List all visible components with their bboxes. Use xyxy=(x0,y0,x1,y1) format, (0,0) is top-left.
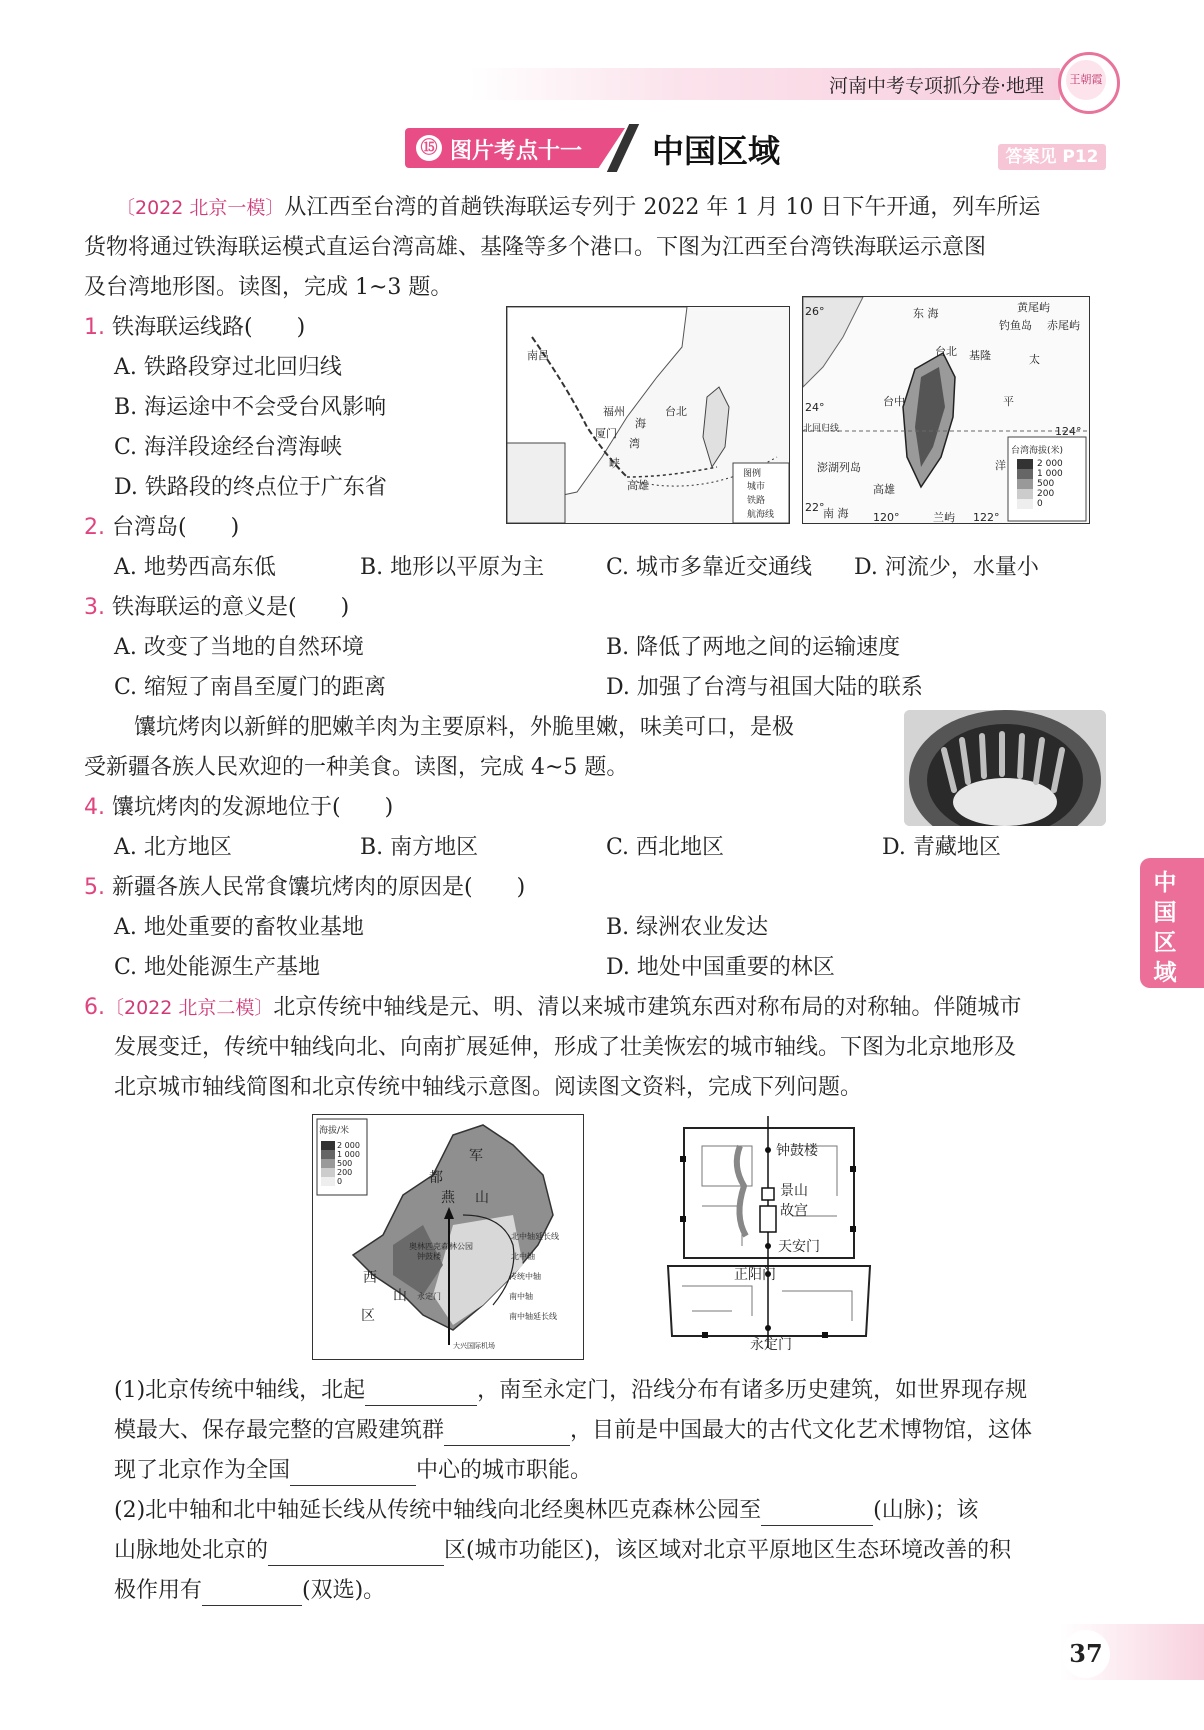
q3-option-c[interactable]: C. 缩短了南昌至厦门的距离 xyxy=(114,675,387,700)
q2-option-d[interactable]: D. 河流少，水量小 xyxy=(854,555,1039,580)
q4-stem: 4. 馕坑烤肉的发源地位于( ) xyxy=(84,795,394,820)
q1-option-a[interactable]: A. 铁路段穿过北回归线 xyxy=(114,355,342,380)
q1-option-b[interactable]: B. 海运途中不会受台风影响 xyxy=(114,395,387,420)
label-drum-tower: 钟鼓楼 xyxy=(776,1143,818,1159)
label-daxing-airport: 大兴国际机场 xyxy=(453,1342,495,1350)
q6-line3: 北京城市轴线简图和北京传统中轴线示意图。阅读图文资料，完成下列问题。 xyxy=(114,1075,863,1100)
label-taichung: 台中 xyxy=(883,395,905,408)
label-north-axis: 北中轴 xyxy=(511,1252,535,1261)
intro1-line2: 货物将通过铁海联运模式直运台湾高雄、基隆等多个港口。下图为江西至台湾铁海联运示意图 xyxy=(84,235,987,260)
label-keelung: 基隆 xyxy=(969,349,991,362)
label-penghu: 澎湖列岛 xyxy=(817,461,861,474)
q6-part1-line3: 现了北京作为全国 中心的城市职能。 xyxy=(114,1456,592,1486)
label-qu: 区 xyxy=(361,1308,375,1324)
terrain-legend-1000: 1 000 xyxy=(1037,469,1063,479)
bj-legend-1000: 1 000 xyxy=(337,1150,360,1159)
bj-legend-0: 0 xyxy=(337,1177,343,1186)
naan-pit-photo xyxy=(904,710,1106,826)
section-number: ⑮ xyxy=(416,135,442,161)
q3-option-d[interactable]: D. 加强了台湾与祖国大陆的联系 xyxy=(606,675,923,700)
label-xishan-shan: 山 xyxy=(393,1288,407,1304)
q6-part1-line1: (1)北京传统中轴线，北起 ，南至永定门，沿线分布有诸多历史建筑，如世界现存规 xyxy=(114,1376,1027,1406)
q1-stem: 1. 铁海联运线路( ) xyxy=(84,315,306,340)
q6-line2: 发展变迁，传统中轴线向北、向南扩展延伸，形成了壮美恢宏的城市轴线。下图为北京地形及 xyxy=(114,1035,1017,1060)
answer-blank-4[interactable] xyxy=(761,1501,873,1526)
label-south-axis-ext: 南中轴延长线 xyxy=(509,1312,557,1321)
q4-option-c[interactable]: C. 西北地区 xyxy=(606,835,725,860)
taiwan-terrain-map xyxy=(802,296,1090,524)
intro2-line1: 馕坑烤肉以新鲜的肥嫩羊肉为主要原料，外脆里嫩，味美可口，是极 xyxy=(134,715,795,740)
legend-city: 城市 xyxy=(747,482,766,492)
label-pacific-tai: 太 xyxy=(1029,353,1040,366)
label-south-sea: 南 海 xyxy=(823,507,849,520)
label-lanyu: 兰屿 xyxy=(933,511,955,524)
label-south-axis: 南中轴 xyxy=(509,1292,533,1301)
label-xiamen: 厦门 xyxy=(595,427,617,440)
label-olympic-park: 奥林匹克森林公园 xyxy=(409,1242,473,1251)
label-yongdingmen: 永定门 xyxy=(750,1337,792,1353)
q5-option-d[interactable]: D. 地处中国重要的林区 xyxy=(606,955,835,980)
q2-option-c[interactable]: C. 城市多靠近交通线 xyxy=(606,555,813,580)
legend-sea-route: 航海线 xyxy=(747,510,775,520)
page-number: 37 xyxy=(1062,1630,1110,1678)
q6-line1: 6.〔2022 北京二模〕北京传统中轴线是元、明、清以来城市建筑东西对称布局的对称轴。伴随城市 xyxy=(84,995,1022,1020)
terrain-legend-0: 0 xyxy=(1037,499,1043,509)
label-yan: 燕 xyxy=(441,1190,455,1206)
label-huangweiyu: 黄尾屿 xyxy=(1017,301,1050,314)
series-title: 河南中考专项抓分卷·地理 xyxy=(828,75,1044,97)
label-zhengyangmen: 正阳门 xyxy=(734,1267,776,1283)
label-drum-tower: 钟鼓楼 xyxy=(417,1252,441,1261)
intro1-line3: 及台湾地形图。读图，完成 1~3 题。 xyxy=(84,275,453,300)
label-taipei: 台北 xyxy=(935,345,957,358)
label-tropic-of-cancer: 北回归线 xyxy=(803,424,840,434)
label-strait-hai: 海 xyxy=(635,417,646,430)
label-fuzhou: 福州 xyxy=(603,405,625,418)
legend-title: 图例 xyxy=(743,469,762,479)
publisher-logo-text: 王朝霞 xyxy=(1066,60,1106,100)
q3-option-a[interactable]: A. 改变了当地的自然环境 xyxy=(114,635,364,660)
intro1-line1: 〔2022 北京一模〕从江西至台湾的首趟铁海联运专列于 2022 年 1 月 10 日下午开通，列车所运 xyxy=(116,195,1041,220)
q1-option-d[interactable]: D. 铁路段的终点位于广东省 xyxy=(114,475,387,500)
bj-legend-500: 500 xyxy=(337,1159,353,1168)
intro2-line2: 受新疆各族人民欢迎的一种美食。读图，完成 4~5 题。 xyxy=(84,755,629,780)
label-tiananmen: 天安门 xyxy=(778,1239,820,1255)
terrain-legend-title: 台湾海拔(米) xyxy=(1011,446,1064,456)
label-strait-wan: 湾 xyxy=(629,437,640,450)
label-shan: 山 xyxy=(475,1190,489,1206)
label-chiweiyu: 赤尾屿 xyxy=(1047,319,1080,332)
q4-option-b[interactable]: B. 南方地区 xyxy=(360,835,479,860)
label-nanchang: 南昌 xyxy=(527,349,549,362)
label-forbidden-city: 故宫 xyxy=(780,1203,808,1219)
label-xi: 西 xyxy=(363,1270,377,1286)
answer-blank-6[interactable] xyxy=(202,1581,302,1606)
answer-reference: 答案见 P12 xyxy=(998,144,1106,170)
label-diaoyudao: 钓鱼岛 xyxy=(999,319,1032,332)
q4-option-d[interactable]: D. 青藏地区 xyxy=(882,835,1001,860)
label-du: 都 xyxy=(429,1170,443,1186)
beijing-terrain-map xyxy=(312,1114,584,1360)
answer-blank-1[interactable] xyxy=(365,1381,477,1406)
label-kaohsiung: 高雄 xyxy=(627,479,649,492)
label-traditional-axis: 传统中轴 xyxy=(509,1272,541,1281)
label-east-sea: 东 海 xyxy=(913,307,939,320)
label-taipei: 台北 xyxy=(665,405,687,418)
q6-part2-line3: 极作用有 (双选)。 xyxy=(114,1576,385,1606)
lat-24: 24° xyxy=(805,401,825,414)
railway-sea-route-map xyxy=(506,306,790,524)
q2-option-a[interactable]: A. 地势西高东低 xyxy=(114,555,276,580)
legend-railway: 铁路 xyxy=(747,496,766,506)
label-strait-xia: 峡 xyxy=(609,457,620,470)
section-label: 图片考点十一 xyxy=(450,139,583,164)
q2-option-b[interactable]: B. 地形以平原为主 xyxy=(360,555,545,580)
q5-option-a[interactable]: A. 地处重要的畜牧业基地 xyxy=(114,915,364,940)
answer-blank-2[interactable] xyxy=(444,1421,570,1446)
label-pacific-yang: 洋 xyxy=(995,459,1006,472)
q3-option-b[interactable]: B. 降低了两地之间的运输速度 xyxy=(606,635,901,660)
top-band xyxy=(0,0,1204,28)
q5-option-b[interactable]: B. 绿洲农业发达 xyxy=(606,915,769,940)
lat-22: 22° xyxy=(805,501,825,514)
answer-blank-3[interactable] xyxy=(290,1461,416,1486)
q5-option-c[interactable]: C. 地处能源生产基地 xyxy=(114,955,321,980)
q3-stem: 3. 铁海联运的意义是( ) xyxy=(84,595,350,620)
page-title: 中国区域 xyxy=(652,132,781,170)
label-kaohsiung: 高雄 xyxy=(873,483,895,496)
terrain-legend-200: 200 xyxy=(1037,489,1055,499)
terrain-legend-500: 500 xyxy=(1037,479,1055,489)
q5-stem: 5. 新疆各族人民常食馕坑烤肉的原因是( ) xyxy=(84,875,526,900)
lat-26: 26° xyxy=(805,305,825,318)
label-north-axis-ext: 北中轴延长线 xyxy=(511,1232,559,1241)
q4-option-a[interactable]: A. 北方地区 xyxy=(114,835,232,860)
lon-124: 124° xyxy=(1055,425,1082,438)
beijing-central-axis-map xyxy=(662,1116,874,1354)
answer-blank-5[interactable] xyxy=(268,1541,444,1566)
label-pacific-ping: 平 xyxy=(1003,395,1014,408)
q1-option-c[interactable]: C. 海洋段途经台湾海峡 xyxy=(114,435,343,460)
q2-stem: 2. 台湾岛( ) xyxy=(84,515,240,540)
q6-part2-line1: (2)北中轴和北中轴延长线从传统中轴线向北经奥林匹克森林公园至 (山脉)；该 xyxy=(114,1496,978,1526)
label-jingshan: 景山 xyxy=(780,1183,808,1199)
terrain-legend-2000: 2 000 xyxy=(1037,459,1063,469)
bj-legend-2000: 2 000 xyxy=(337,1141,360,1150)
chapter-side-tab-label: 中国区域 xyxy=(1153,870,1177,986)
bj-legend-title: 海拔/米 xyxy=(319,1126,350,1136)
q6-part2-line2: 山脉地处北京的 区(城市功能区)，该区域对北京平原地区生态环境改善的积 xyxy=(114,1536,1011,1566)
q6-part1-line2: 模最大、保存最完整的宫殿建筑群 ，目前是中国最大的古代文化艺术博物馆，这体 xyxy=(114,1416,1032,1446)
lon-122: 122° xyxy=(973,511,1000,524)
label-jun: 军 xyxy=(469,1148,483,1164)
lon-120: 120° xyxy=(873,511,900,524)
bj-legend-200: 200 xyxy=(337,1168,353,1177)
label-yongdingmen: 永定门 xyxy=(417,1292,441,1301)
